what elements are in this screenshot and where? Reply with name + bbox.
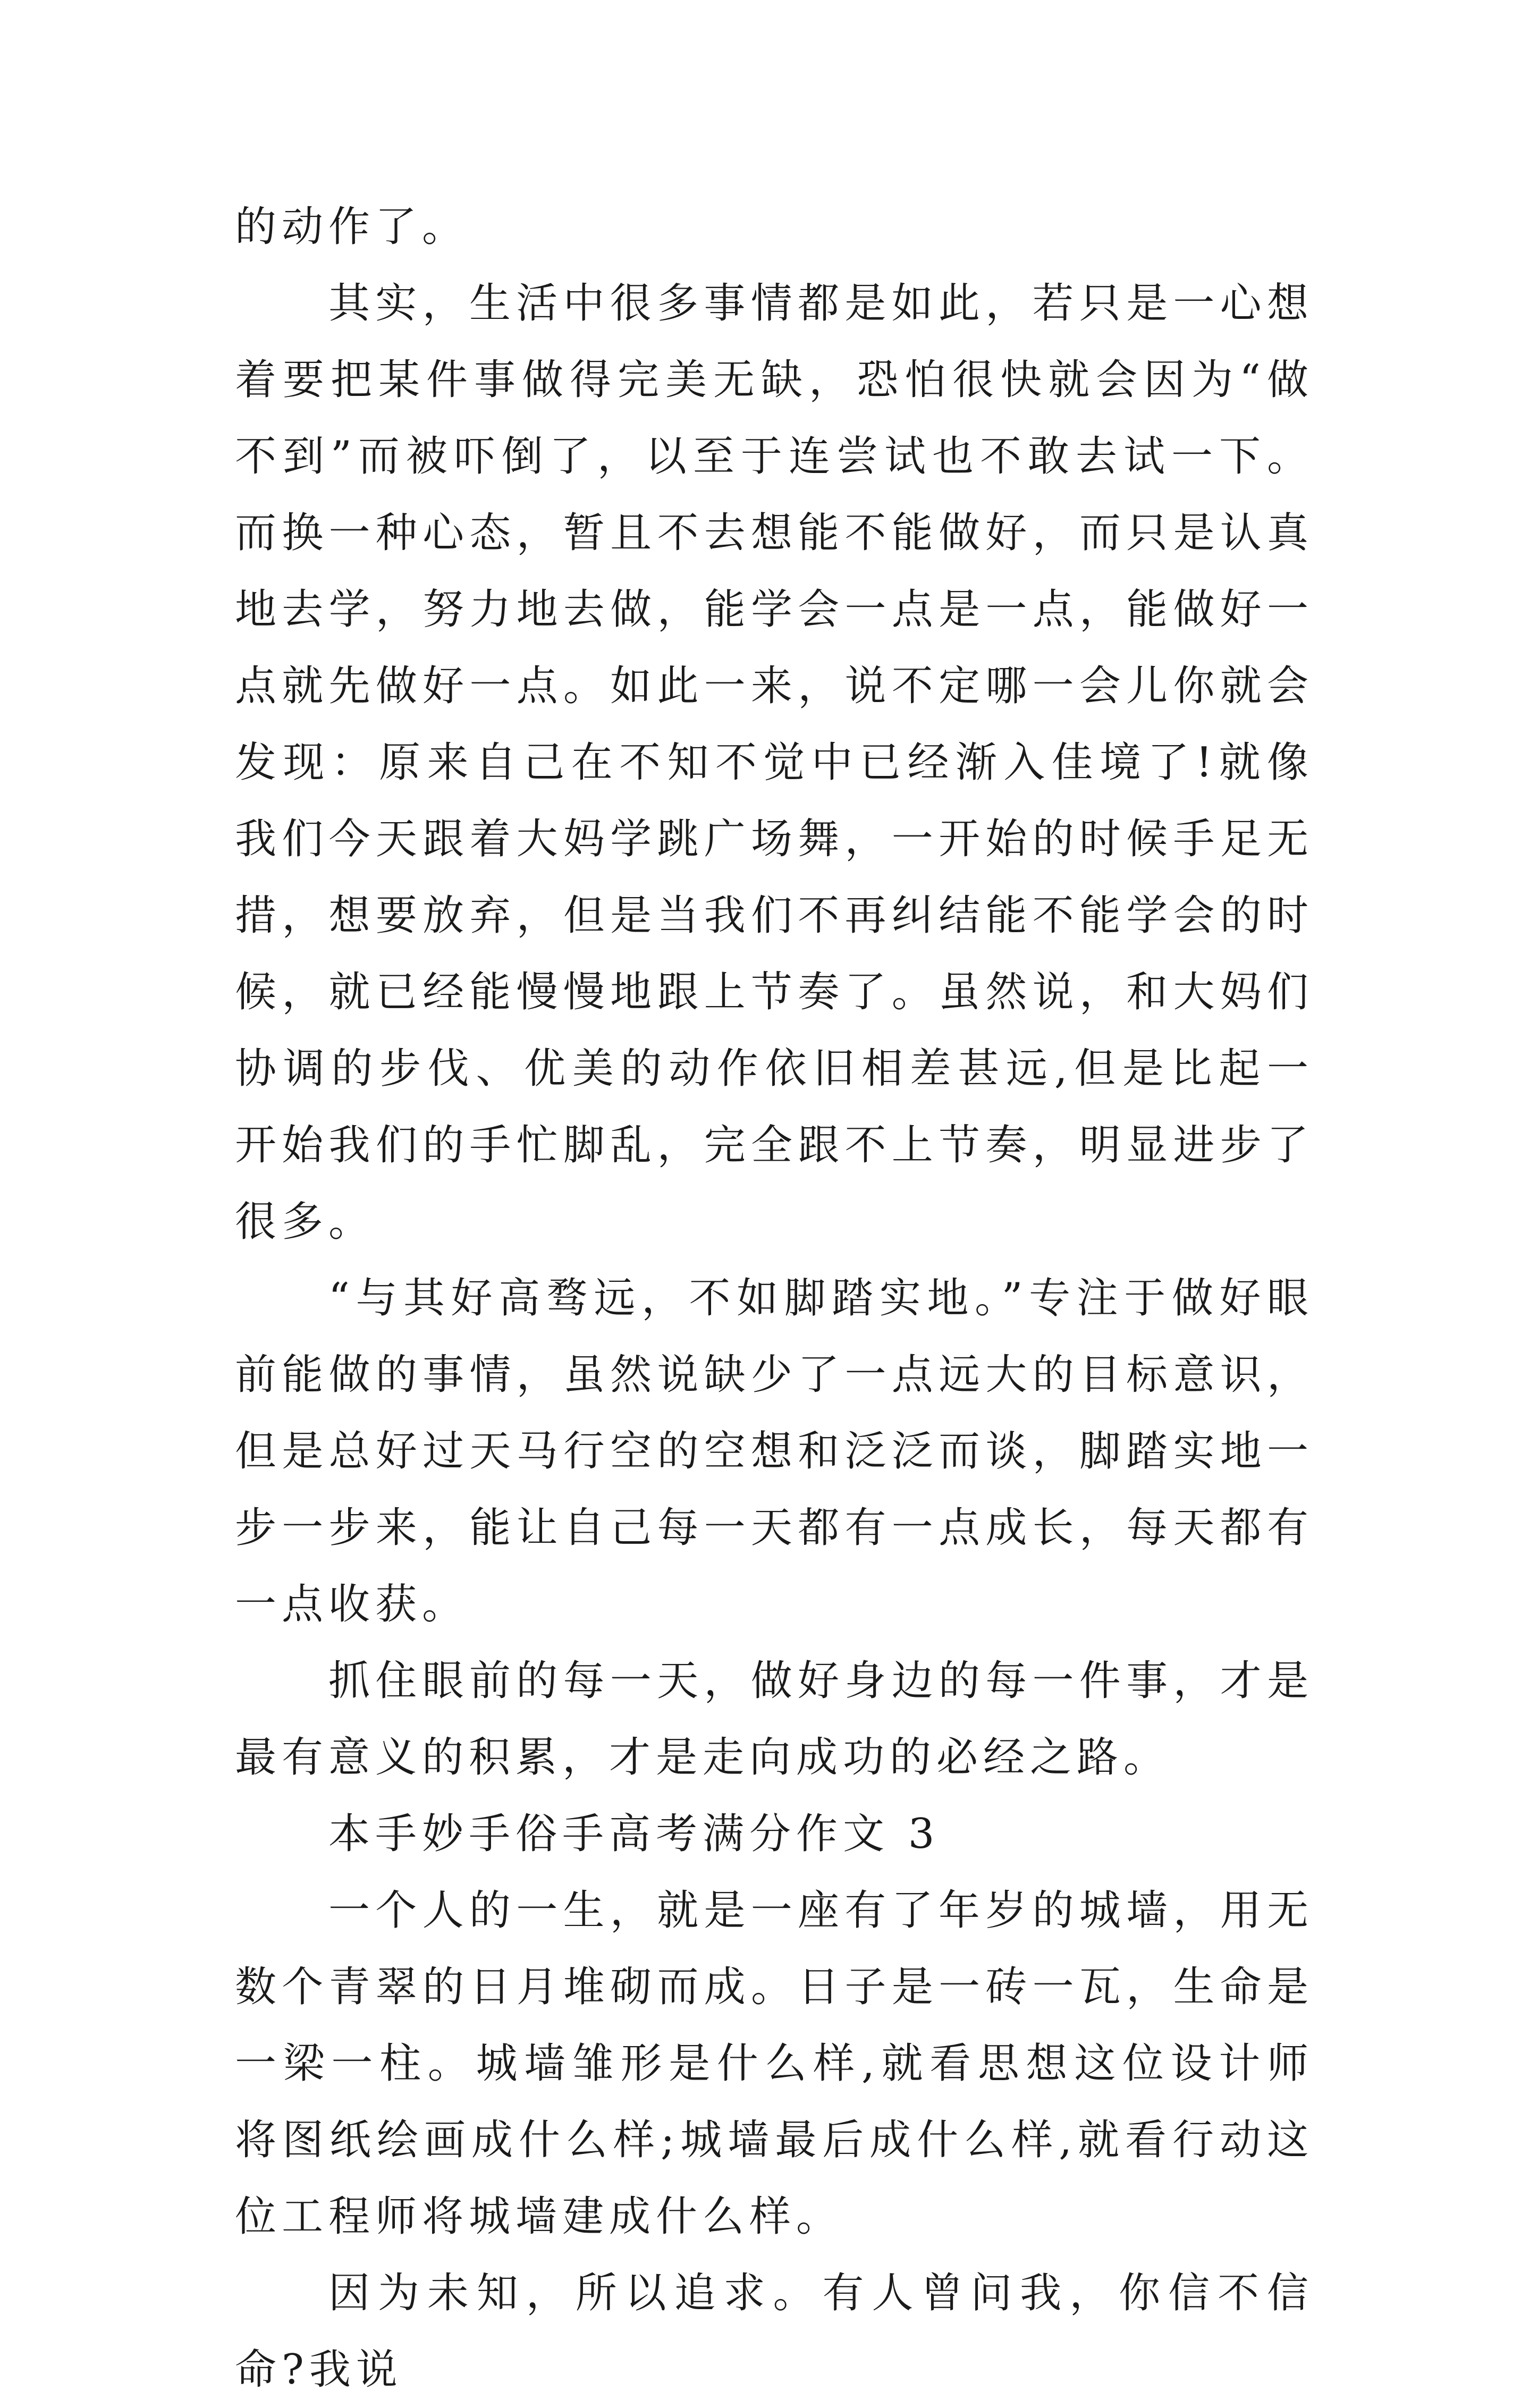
paragraph: 其实，生活中很多事情都是如此，若只是一心想着要把某件事做得完美无缺，恐怕很快就会因为“做不到”而被吓倒了，以至于连尝试也不敢去试一下。而换一种心态，暂且不去想能不能做好，而只是认真地去学，努力地去做，能学会一点是一点，能做好一点就先做好一点。如此一来，说不定哪一会儿你就会发现：原来自己在不知不觉中已经渐入佳境了!就像我们今天跟着大妈学跳广场舞，一开始的时候手足无措，想要放弃，但是当我们不再纠结能不能学会的时候，就已经能慢慢地跟上节奏了。虽然说，和大妈们协调的步伐、优美的动作依旧相差甚远,但是比起一开始我们的手忙脚乱，完全跟不上节奏，明显进步了很多。	[235, 280, 1314, 1246]
paragraph: 抓住眼前的每一天，做好身边的每一件事，才是最有意义的积累，才是走向成功的必经之路。	[235, 1657, 1314, 1781]
paragraph: 因为未知，所以追求。有人曾问我，你信不信命?我说	[235, 2269, 1314, 2394]
section-heading: 本手妙手俗手高考满分作文 3	[328, 1810, 940, 1858]
paragraph-continuation: 的动作了。	[235, 203, 469, 251]
paragraph: 一个人的一生，就是一座有了年岁的城墙，用无数个青翠的日月堆砌而成。日子是一砖一瓦，生命是一梁一柱。城墙雏形是什么样,就看思想这位设计师将图纸绘画成什么样;城墙最后成什么样,就看行动这位工程师将城墙建成什么样。	[235, 1887, 1314, 2241]
paragraph: “与其好高骛远，不如脚踏实地。”专注于做好眼前能做的事情，虽然说缺少了一点远大的目标意识，但是总好过天马行空的空想和泛泛而谈，脚踏实地一步一步来，能让自己每一天都有一点成长，每天都有一点收获。	[235, 1274, 1314, 1628]
document-body	[235, 189, 1314, 2408]
